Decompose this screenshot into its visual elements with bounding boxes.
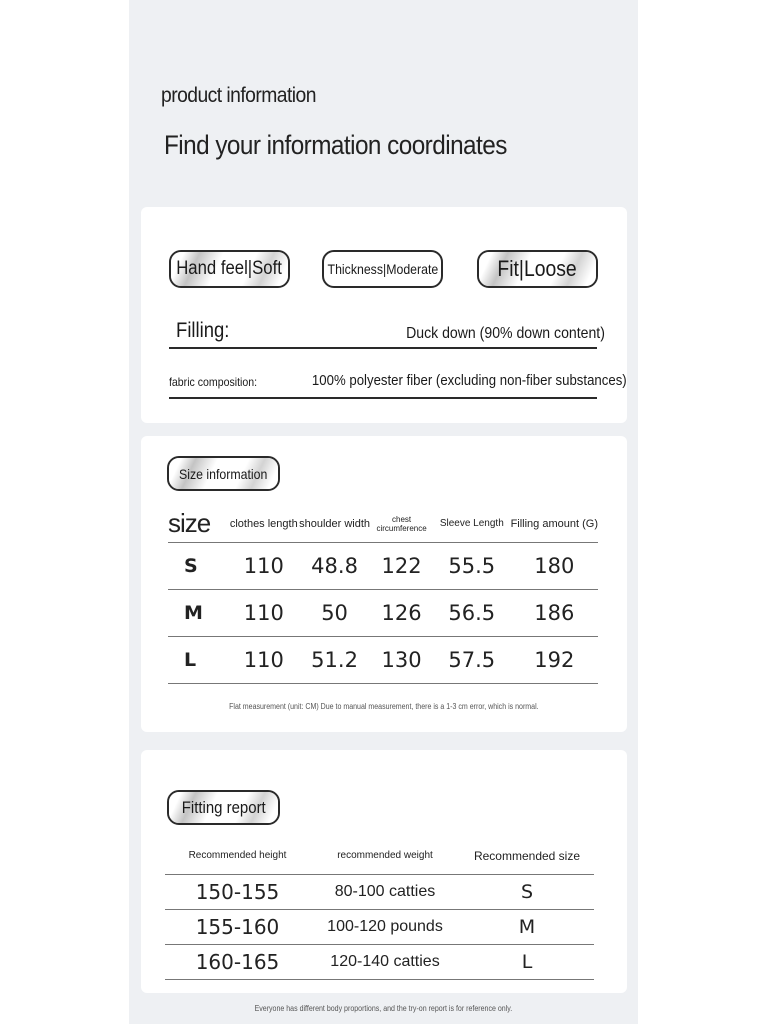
col-recommended-size: Recommended size xyxy=(473,848,581,863)
table-cell: 192 xyxy=(534,647,575,672)
tag-thickness: Thickness|Moderate xyxy=(322,250,443,288)
height-cell: 160-165 xyxy=(195,949,280,974)
table-cell: 186 xyxy=(534,600,575,625)
height-cell: 150-155 xyxy=(195,879,280,904)
size-cell: L xyxy=(521,950,533,973)
height-cell: 155-160 xyxy=(195,914,280,939)
tag-size-information: Size information xyxy=(167,456,280,491)
col-recommended-weight: recommended weight xyxy=(337,850,433,862)
size-info-card xyxy=(141,436,627,732)
fitting-table-header xyxy=(165,838,594,874)
section-subtitle: product information xyxy=(161,84,316,107)
table-cell: 180 xyxy=(534,553,575,578)
size-table-header xyxy=(168,506,598,542)
size-table xyxy=(168,506,598,684)
fabric-label: fabric composition: xyxy=(169,375,258,389)
size-label: M xyxy=(184,601,203,624)
table-cell: 50 xyxy=(321,600,348,625)
col-shoulder-width: shoulder width xyxy=(299,517,371,530)
fitting-report-card xyxy=(141,750,627,993)
col-recommended-height: Recommended height xyxy=(188,850,287,862)
weight-cell: 80-100 catties xyxy=(334,882,436,900)
weight-cell: 100-120 pounds xyxy=(327,917,443,935)
fitting-table xyxy=(165,838,594,980)
table-cell: 56.5 xyxy=(448,600,496,625)
table-row xyxy=(168,542,598,589)
fabric-value: 100% polyester fiber (excluding non-fiber substances) xyxy=(311,372,627,389)
filling-value: Duck down (90% down content) xyxy=(406,325,605,342)
fitting-disclaimer: Everyone has different body proportions, and the try-on report is for reference only. xyxy=(254,1004,513,1013)
weight-cell: 120-140 catties xyxy=(330,952,440,970)
table-cell: 110 xyxy=(243,600,284,625)
table-row xyxy=(168,636,598,683)
size-label: S xyxy=(184,554,198,577)
tag-hand-feel: Hand feel|Soft xyxy=(169,250,290,288)
table-cell: 126 xyxy=(381,600,422,625)
col-size: size xyxy=(168,508,211,539)
table-cell: 110 xyxy=(243,553,284,578)
table-row xyxy=(165,874,594,909)
table-cell: 110 xyxy=(243,647,284,672)
filling-row xyxy=(169,317,605,349)
col-clothes-length: clothes length xyxy=(229,517,298,530)
table-cell: 51.2 xyxy=(311,647,358,672)
table-cell: 122 xyxy=(381,553,422,578)
table-cell: 57.5 xyxy=(448,647,496,672)
fabric-row xyxy=(169,369,627,399)
measurement-note: Flat measurement (unit: CM) Due to manual measurement, there is a 1-3 cm error, which is normal. xyxy=(229,702,539,711)
filling-label: Filling: xyxy=(176,319,230,342)
size-cell: M xyxy=(518,915,536,938)
table-row xyxy=(165,944,594,979)
page-title: Find your information coordinates xyxy=(164,130,507,160)
table-cell: 48.8 xyxy=(311,553,358,578)
table-cell: 130 xyxy=(381,647,422,672)
size-cell: S xyxy=(520,880,534,903)
attributes-card xyxy=(141,207,627,423)
col-filling-amount: Filling amount (G) xyxy=(510,517,598,530)
tag-fit: Fit|Loose xyxy=(477,250,598,288)
product-info-page xyxy=(129,0,638,1024)
size-label: L xyxy=(184,648,197,671)
tag-fitting-report: Fitting report xyxy=(167,790,280,825)
table-row xyxy=(168,589,598,636)
table-row xyxy=(165,909,594,944)
col-chest-circumference: chest circumference xyxy=(376,514,427,533)
table-cell: 55.5 xyxy=(448,553,496,578)
col-sleeve-length: Sleeve Length xyxy=(439,518,504,530)
